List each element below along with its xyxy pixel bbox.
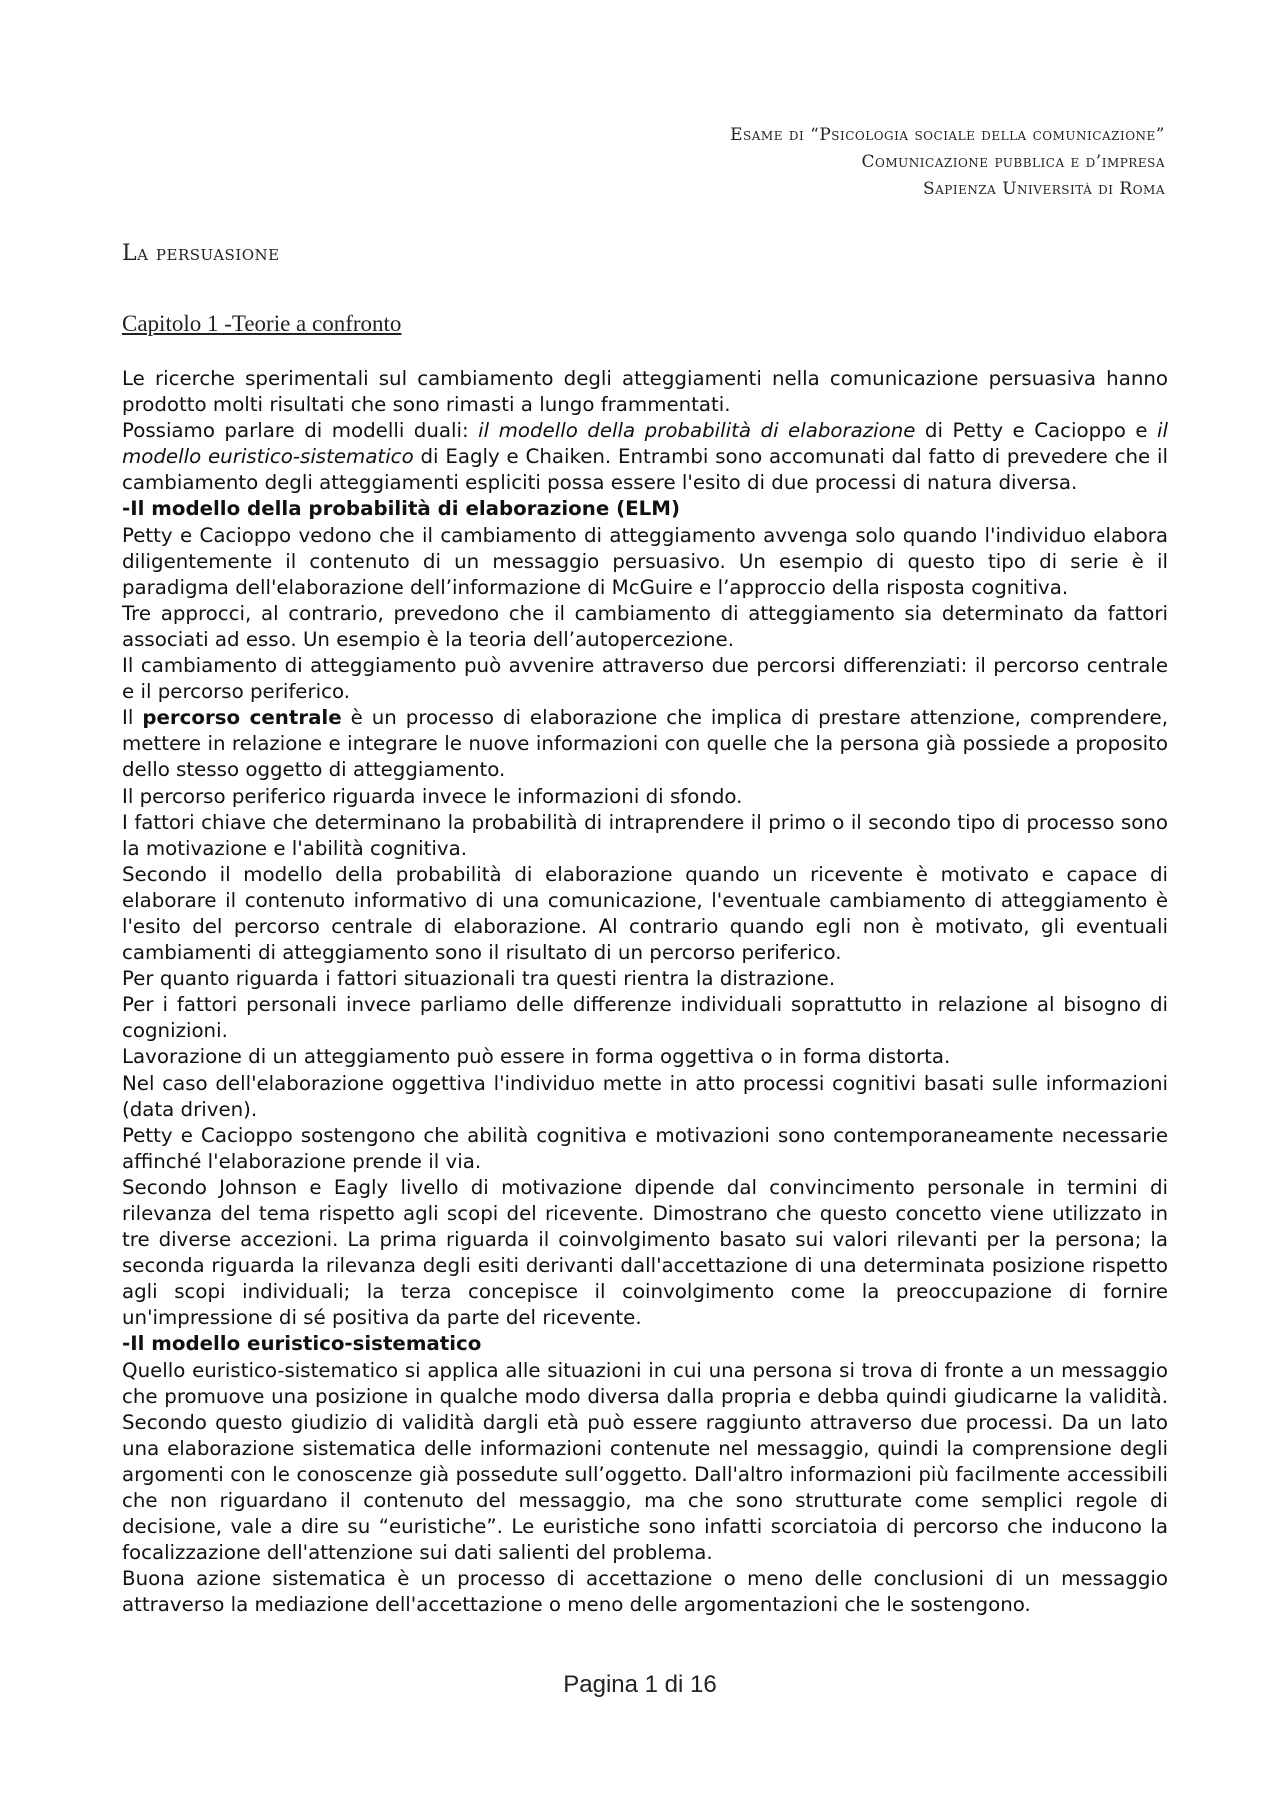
paragraph: Le ricerche sperimentali sul cambiamento degli atteggiamenti nella comunicazione persuasiva hanno prodotto molti risultati che sono rimasti a lungo frammentati. <box>122 367 1168 417</box>
paragraph: Buona azione sistematica è un processo di accettazione o meno delle conclusioni di un messaggio attraverso la mediazione dell'accettazione o meno delle argomentazioni che le sostengono. <box>122 1567 1168 1617</box>
paragraph-text: di Petty e Cacioppo e <box>915 419 1157 443</box>
document-header <box>730 122 1165 203</box>
paragraph: Petty e Cacioppo vedono che il cambiamento di atteggiamento avvenga solo quando l'individuo elabora diligentemente il contenuto di un messaggio persuasivo. Un esempio di questo tipo di serie è il paradigma dell'elaborazione dell’informazione di McGuire e l’approccio della risposta cognitiva. <box>122 523 1168 599</box>
paragraph: Il percorso periferico riguarda invece le informazioni di sfondo. <box>122 784 743 808</box>
paragraph-text: di Eagly e Chaiken. Entrambi sono accomunati dal fatto di prevedere che il cambiamento degli atteggiamenti espliciti possa essere l'esito di due processi di natura diversa. <box>122 445 1168 495</box>
document-body <box>122 366 1168 1619</box>
paragraph-text: Possiamo parlare di modelli duali: <box>122 419 479 443</box>
paragraph: Per i fattori personali invece parliamo delle differenze individuali soprattutto in relazione al bisogno di cognizioni. <box>122 993 1168 1043</box>
paragraph: Per quanto riguarda i fattori situazionali tra questi rientra la distrazione. <box>122 967 836 991</box>
paragraph: Tre approcci, al contrario, prevedono che il cambiamento di atteggiamento sia determinato da fattori associati ad esso. Un esempio è la teoria dell’autopercezione. <box>122 601 1168 651</box>
paragraph: Nel caso dell'elaborazione oggettiva l'individuo mette in atto processi cognitivi basati sulle informazioni (data driven). <box>122 1071 1168 1121</box>
paragraph: Lavorazione di un atteggiamento può essere in forma oggettiva o in forma distorta. <box>122 1045 951 1069</box>
subsection-heading: -Il modello euristico-sistematico <box>122 1332 482 1356</box>
paragraph: Petty e Cacioppo sostengono che abilità cognitiva e motivazioni sono contemporaneamente necessarie affinché l'elaborazione prende il via. <box>122 1123 1168 1173</box>
emphasis-text: il modello della probabilità di elaborazione <box>478 419 916 443</box>
chapter-title: Capitolo 1 -Teorie a confronto <box>122 311 402 336</box>
emphasis-text: il modello euristico-sistematico <box>122 419 1168 469</box>
paragraph: I fattori chiave che determinano la probabilità di intraprendere il primo o il secondo tipo di processo sono la motivazione e l'abilità cognitiva. <box>122 810 1168 860</box>
paragraph: Secondo il modello della probabilità di elaborazione quando un ricevente è motivato e capace di elaborare il contenuto informativo di una comunicazione, l'eventuale cambiamento di atteggiamento è l'esito del percorso centrale di elaborazione. Al contrario quando egli non è motivato, gli eventuali cambiamenti di atteggiamento sono il risultato di un percorso periferico. <box>122 862 1168 965</box>
paragraph-text: Il <box>122 706 143 730</box>
paragraph <box>122 418 1168 496</box>
bold-term: percorso centrale <box>142 706 342 730</box>
paragraph: Quello euristico-sistematico si applica alle situazioni in cui una persona si trova di fronte a un messaggio che promuove una posizione in qualche modo diversa dalla propria e debba quindi giudicarne la validità. Secondo questo giudizio di validità dargli età può essere raggiunto attraverso due processi. Da un lato una elaborazione sistematica delle informazioni contenute nel messaggio, quindi la comprensione degli argomenti con le conoscenze già possedute sull’oggetto. Dall'altro informazioni più facilmente accessibili che non riguardano il contenuto del messaggio, ma che sono strutturate come semplici regole di decisione, vale a dire su “euristiche”. Le euristiche sono infatti scorciatoia di percorso che inducono la focalizzazione dell'attenzione sui dati salienti del problema. <box>122 1358 1168 1565</box>
header-course-line: Comunicazione pubblica e d’impresa <box>861 152 1165 172</box>
section-title: La persuasione <box>122 241 280 266</box>
paragraph: Il cambiamento di atteggiamento può avvenire attraverso due percorsi differenziati: il percorso centrale e il percorso periferico. <box>122 654 1168 704</box>
header-exam-line: Esame di “Psicologia sociale della comunicazione” <box>730 125 1165 145</box>
subsection-heading: -Il modello della probabilità di elaborazione (ELM) <box>122 497 681 521</box>
page-number: Pagina 1 di 16 <box>563 1671 717 1698</box>
paragraph <box>122 705 1168 783</box>
paragraph-text: è un processo di elaborazione che implica di prestare attenzione, comprendere, mettere in relazione e integrare le nuove informazioni con quelle che la persona già possiede a proposito dello stesso oggetto di atteggiamento. <box>122 706 1168 782</box>
header-university-line: Sapienza Università di Roma <box>922 179 1165 199</box>
paragraph: Secondo Johnson e Eagly livello di motivazione dipende dal convincimento personale in termini di rilevanza del tema rispetto agli scopi del ricevente. Dimostrano che questo concetto viene utilizzato in tre diverse accezioni. La prima riguarda il coinvolgimento basato sui valori rilevanti per la persona; la seconda riguarda la rilevanza degli esiti derivanti dall'accettazione di una determinata posizione rispetto agli scopi individuali; la terza concepisce il coinvolgimento come la preoccupazione di fornire un'impressione di sé positiva da parte del ricevente. <box>122 1175 1168 1330</box>
